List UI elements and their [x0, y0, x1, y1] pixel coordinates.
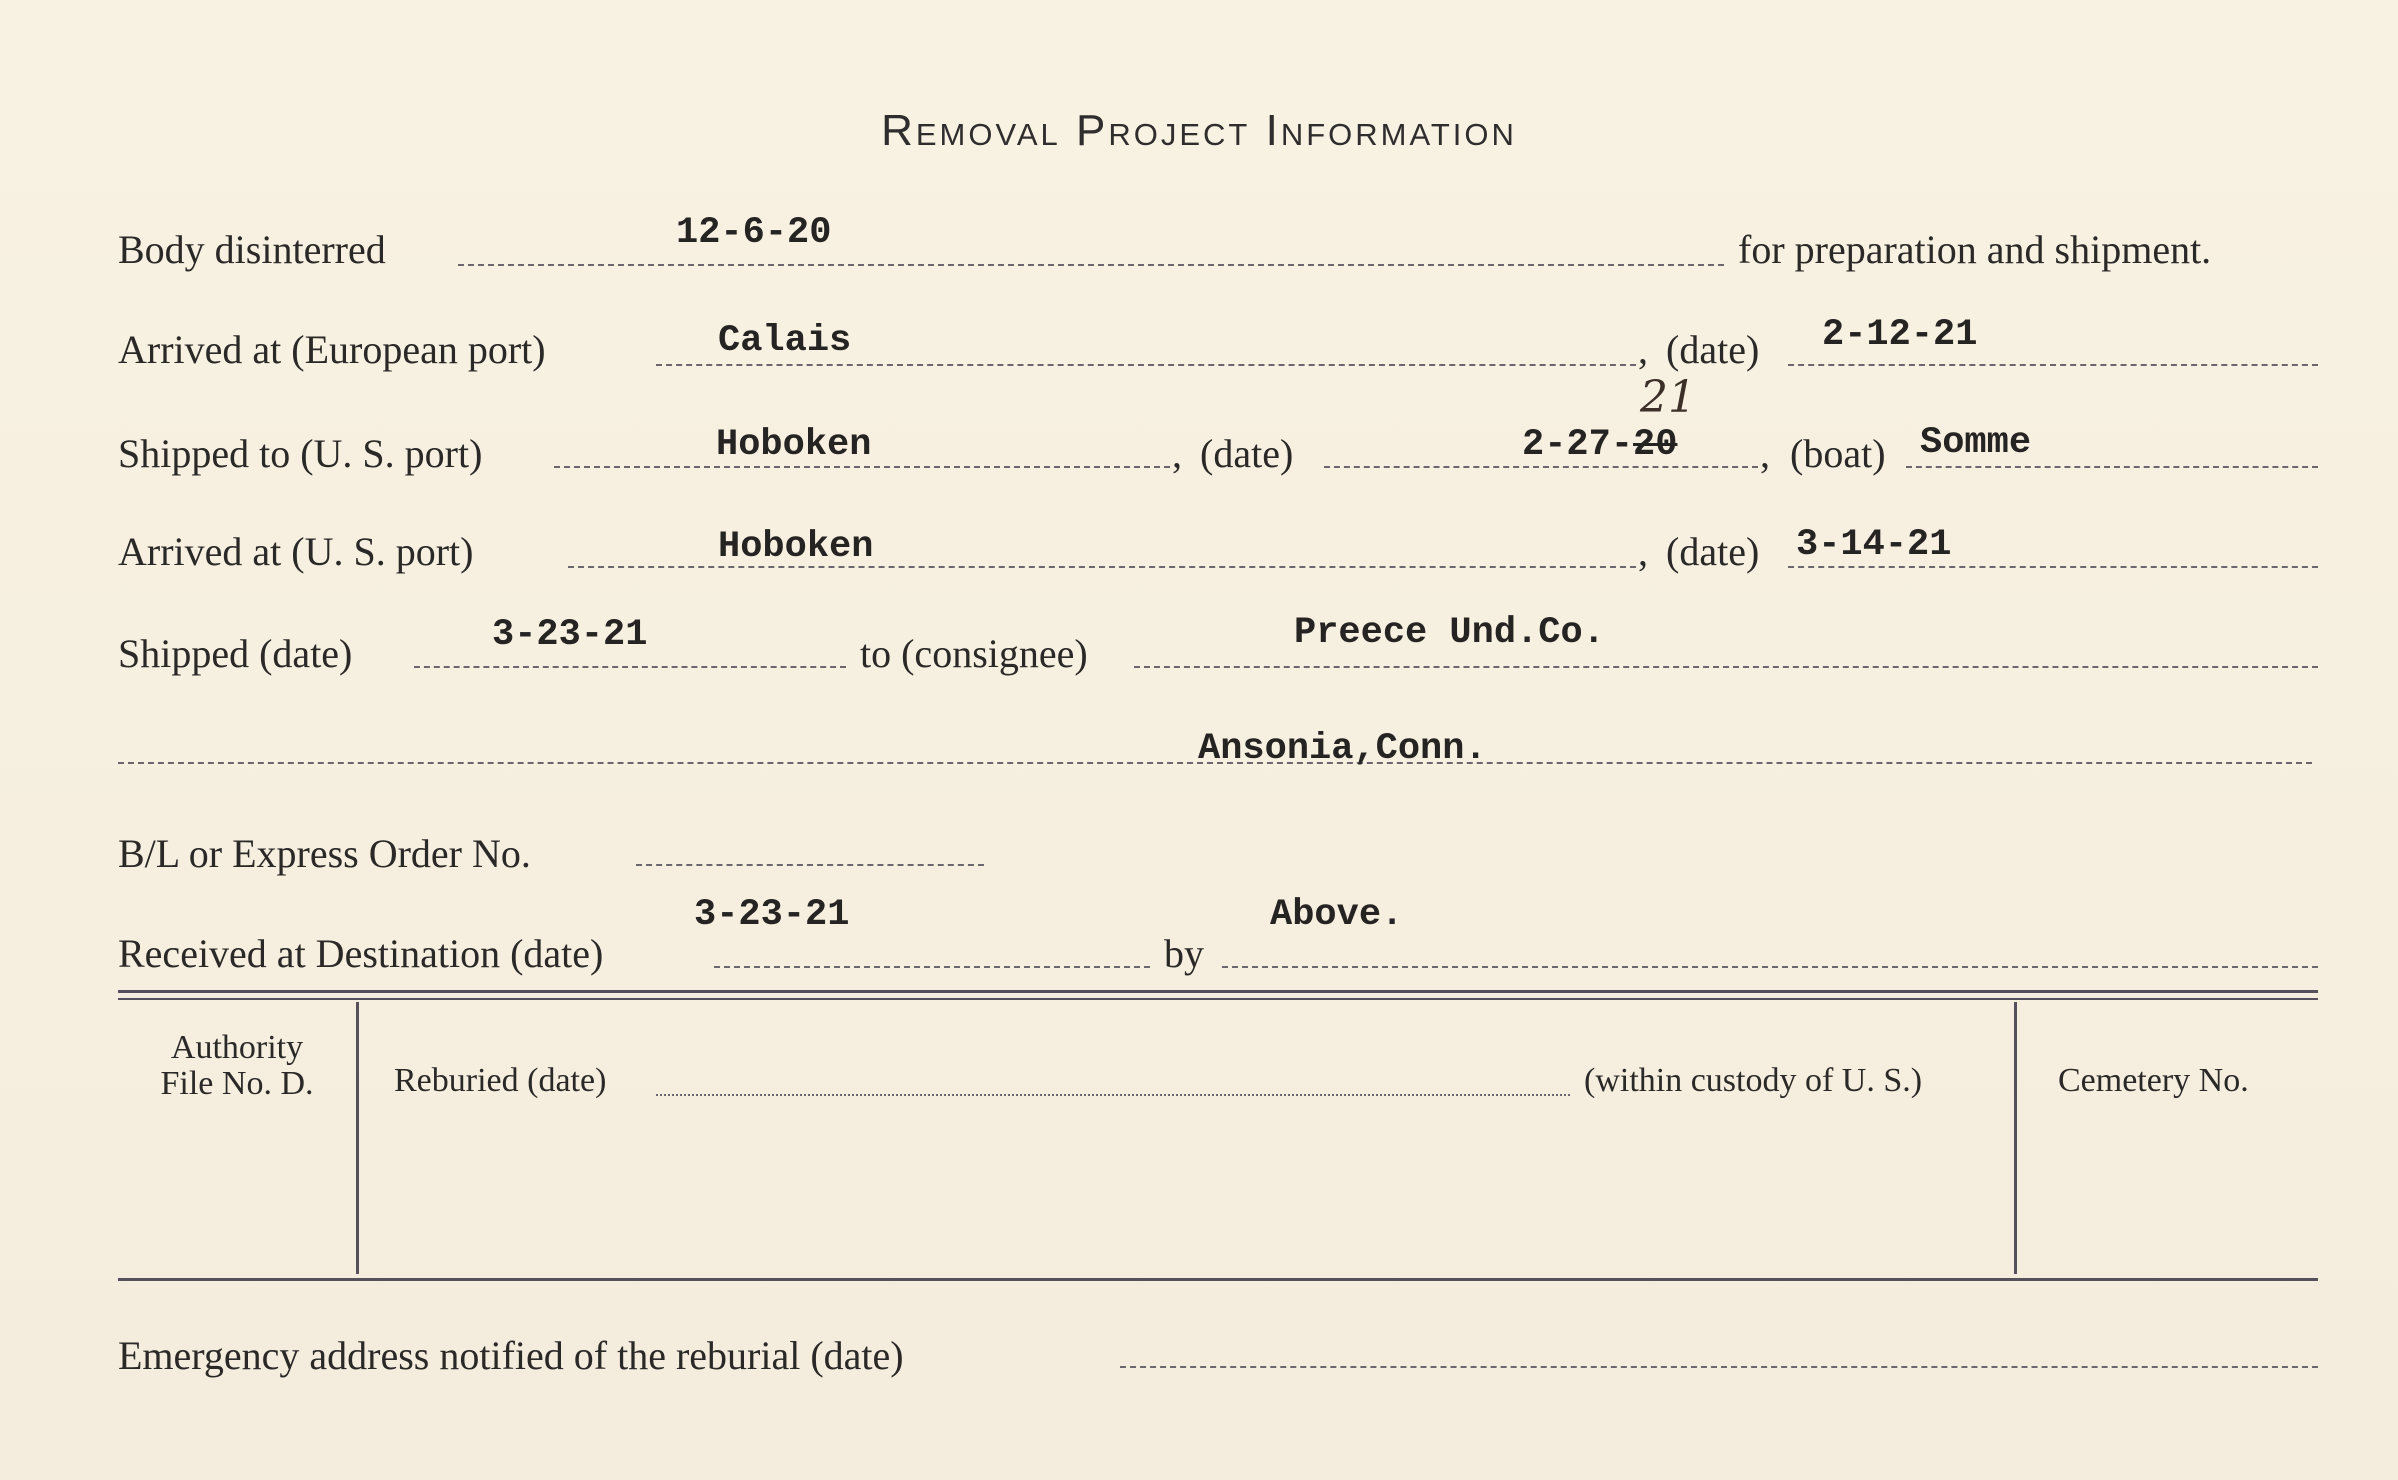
consignee-name: Preece Und.Co. [1294, 612, 1605, 654]
box-divider-left [356, 1002, 359, 1274]
shipped-us-port-line [554, 466, 1170, 468]
received-by-line [1222, 966, 2318, 968]
arrived-european-label: Arrived at (European port) [118, 327, 546, 372]
us-arrival-date-label: (date) [1666, 529, 1760, 574]
shipped-us-port: Hoboken [716, 424, 872, 466]
emergency-label: Emergency address notified of the reburial (date) [118, 1333, 904, 1378]
comma: , [1638, 327, 1648, 372]
consignee-location: Ansonia,Conn. [1198, 728, 1487, 770]
comma: , [1760, 431, 1770, 476]
authority-text: Authority [170, 1029, 304, 1066]
card-title: Removal Project Information [881, 106, 1517, 155]
us-arrival-date-line [1788, 566, 2318, 568]
authority-label [122, 1030, 352, 1102]
by-label: by [1164, 931, 1204, 976]
file-no-text: File No. D. [160, 1065, 314, 1102]
disinterred-date: 12-6-20 [676, 212, 832, 254]
box-bottom-rule [118, 1278, 2318, 1281]
received-date: 3-23-21 [694, 894, 850, 936]
body-disinterred-label: Body disinterred [118, 227, 386, 272]
bl-order-label: B/L or Express Order No. [118, 831, 531, 876]
for-preparation-label: for preparation and shipment. [1738, 227, 2212, 272]
arrived-us-label: Arrived at (U. S. port) [118, 529, 474, 574]
reburied-line [656, 1094, 1570, 1096]
cemetery-no-label: Cemetery No. [2058, 1062, 2249, 1099]
boat-label: (boat) [1790, 431, 1886, 476]
consignee-line [1134, 666, 2318, 668]
emergency-line [1120, 1366, 2318, 1368]
box-divider-right [2014, 1002, 2017, 1274]
disinterred-line [458, 264, 1724, 266]
box-top-rule [118, 990, 2318, 993]
box-top-rule-2 [118, 998, 2318, 1000]
reburied-label: Reburied (date) [394, 1062, 607, 1099]
arrived-us-port: Hoboken [718, 526, 874, 568]
european-date-label: (date) [1666, 327, 1760, 372]
shipped-date-line [1324, 466, 1758, 468]
us-arrival-date: 3-14-21 [1796, 524, 1952, 566]
to-consignee-label: to (consignee) [860, 631, 1088, 676]
received-label: Received at Destination (date) [118, 931, 604, 976]
shipped-date-prefix: 2-27- [1522, 424, 1634, 466]
within-custody-label: (within custody of U. S.) [1584, 1062, 1923, 1099]
comma: , [1172, 431, 1182, 476]
shipped-date-struck: 20 [1633, 424, 1678, 466]
boat-line [1906, 466, 2318, 468]
boat-name: Somme [1920, 422, 2032, 464]
received-by: Above. [1270, 894, 1404, 936]
european-port-line [656, 364, 1636, 366]
european-port: Calais [718, 320, 852, 362]
shipped-date-correction: 21 [1640, 372, 1696, 423]
comma: , [1638, 529, 1648, 574]
shipped-consignee-date-line [414, 666, 846, 668]
received-date-line [714, 966, 1150, 968]
shipped-us-label: Shipped to (U. S. port) [118, 431, 483, 476]
shipped-date-label: (date) [1200, 431, 1294, 476]
bl-order-line [636, 864, 984, 866]
european-date-line [1788, 364, 2318, 366]
shipped-consignee-date: 3-23-21 [492, 614, 648, 656]
shipped-date-label-2: Shipped (date) [118, 631, 353, 676]
european-arrival-date: 2-12-21 [1822, 314, 1978, 356]
shipped-date [1522, 424, 1677, 466]
